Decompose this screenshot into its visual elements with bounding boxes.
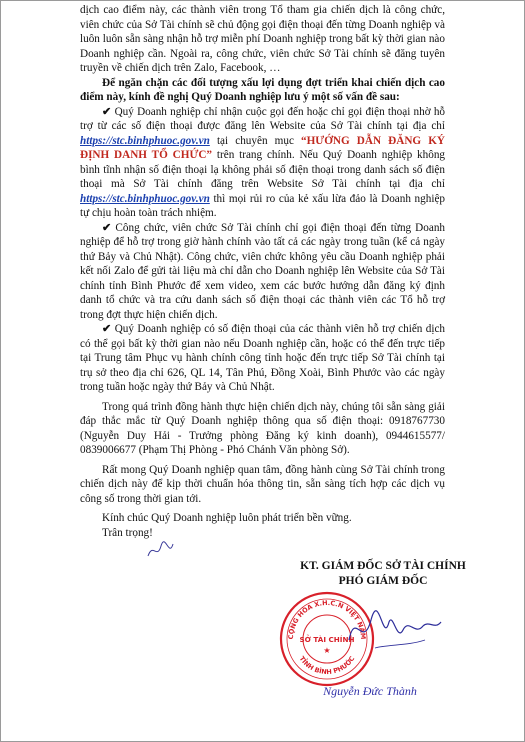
bullet-3: ✔ Quý Doanh nghiệp có số điện thoại của các thành viên hỗ trợ chiến dịch có thể gọi bất kỳ thời gian nào nếu Doanh nghiệp cần, hoặc có thể đến trực tiếp tại Trung tâm Phục vụ hành chính công tỉnh hoặc đến trực tiếp Sở Tài chính tại trụ sở theo địa chỉ 626, QL 14, Tân Phú, Đồng Xoài, Bình Phước vào các ngày trong tuần hoặc ngày thứ Bảy và Chủ Nhật. <box>80 323 445 393</box>
stamp-bottom-text: TỈNH BÌNH PHƯỚC <box>297 654 357 677</box>
bullet-1: ✔ Quý Doanh nghiệp chỉ nhận cuộc gọi đến hoặc chỉ gọi điện thoại nhờ hỗ trợ từ các số điện thoại được đăng lên Website của Sở Tài chính tại địa chỉ https://stc.binhphuoc.gov.vn tại chuyên mục “HƯỚNG DẪN ĐĂNG KÝ ĐỊNH DANH TỔ CHỨC” trên trang chính. Nếu Quý Doanh nghiệp không bình tĩnh nhận số điện thoại lạ không phải số điện thoại trong danh sách số điện thoại mà Sở Tài chính đăng trên Website Sở Tài chính tại địa chỉ https://stc.binhphuoc.gov.vn thì mọi rủi ro của kẻ xấu lừa đảo là Doanh nghiệp tự chịu hoàn toàn trách nhiệm. <box>80 105 446 219</box>
checkmark-icon: ✔ <box>102 323 112 335</box>
document-body <box>80 3 445 540</box>
notice-heading: Để ngăn chặn các đối tượng xấu lợi dụng đợt triển khai chiến dịch cao điểm này, kính đề nghị Quý Doanh nghiệp lưu ý một số vấn đề sau: <box>80 76 445 103</box>
handwritten-signature-icon <box>345 600 445 660</box>
signer-name: Nguyễn Đức Thành <box>323 684 417 698</box>
signature-line-2: PHÓ GIÁM ĐỐC <box>338 575 428 587</box>
website-link[interactable]: https://stc.binhphuoc.gov.vn <box>80 192 210 205</box>
initials-signature-icon <box>145 538 175 564</box>
stamp-top-text: CỘNG HÒA X.H.C.N VIỆT NAM <box>286 598 368 640</box>
stamp-center-text: SỞ TÀI CHÍNH <box>299 635 355 644</box>
signature-title <box>283 559 483 589</box>
paragraph-regards: Trân trọng! <box>102 526 153 539</box>
paragraph-wish: Kính chúc Quý Doanh nghiệp luôn phát triển bền vững. <box>102 512 352 524</box>
svg-text:★: ★ <box>323 646 331 655</box>
section-name: “HƯỚNG DẪN ĐĂNG KÝ ĐỊNH DANH TỔ CHỨC” <box>80 134 445 161</box>
paragraph-intro: dịch cao điểm này, các thành viên trong Tổ tham gia chiến dịch là công chức, viên chức của Sở Tài chính sẽ chủ động gọi điện thoại đến từng Doanh nghiệp và luôn luôn sẵn sàng nhận hỗ trợ miễn phí Doanh nghiệp trong bất kỳ thời gian nào Doanh nghiệp cần. Ngoài ra, công chức, viên chức Sở Tài chính sẽ đăng tuyên truyền về chiến dịch trên Zalo, Facebook, … <box>80 4 445 74</box>
paragraph-closing: Rất mong Quý Doanh nghiệp quan tâm, đồng hành cùng Sở Tài chính trong chiến dịch này để kịp thời chuẩn hóa thông tin, sẵn sàng tích hợp các dịch vụ công số trong thời gian tới. <box>80 463 445 505</box>
checkmark-icon: ✔ <box>102 221 112 234</box>
checkmark-icon: ✔ <box>102 105 112 118</box>
bullet-2: ✔ Công chức, viên chức Sở Tài chính chỉ gọi điện thoại đến từng Doanh nghiệp để hỗ trợ trong giờ hành chính vào tất cả các ngày trong tuần (kể cả ngày thứ Bảy và Chủ Nhật). Công chức, viên chức không yêu cầu Doanh nghiệp phải kết nối Zalo để gửi tài liệu mà chỉ dẫn cho Doanh nghiệp lên Website của Sở Tài chính tỉnh Bình Phước để xem video, xem các bước hướng dẫn đăng ký định danh tổ chức và tra cứu danh sách số điện thoại các thành viên các Tổ hỗ trợ trong đợt thực hiện chiến dịch. <box>80 221 446 321</box>
website-link[interactable]: https://stc.binhphuoc.gov.vn <box>80 134 210 147</box>
paragraph-contact: Trong quá trình đồng hành thực hiện chiến dịch này, chúng tôi sẵn sàng giải đáp thắc mắc từ Quý Doanh nghiệp thông qua số điện thoại: 0918767730 (Nguyễn Duy Hải - Trưởng phòng Đăng ký kinh doanh), 0944615577/ 0839006677 (Phạm Thị Phòng - Phó Chánh Văn phòng Sở). <box>80 400 445 456</box>
signature-line-1: KT. GIÁM ĐỐC SỞ TÀI CHÍNH <box>300 560 466 572</box>
